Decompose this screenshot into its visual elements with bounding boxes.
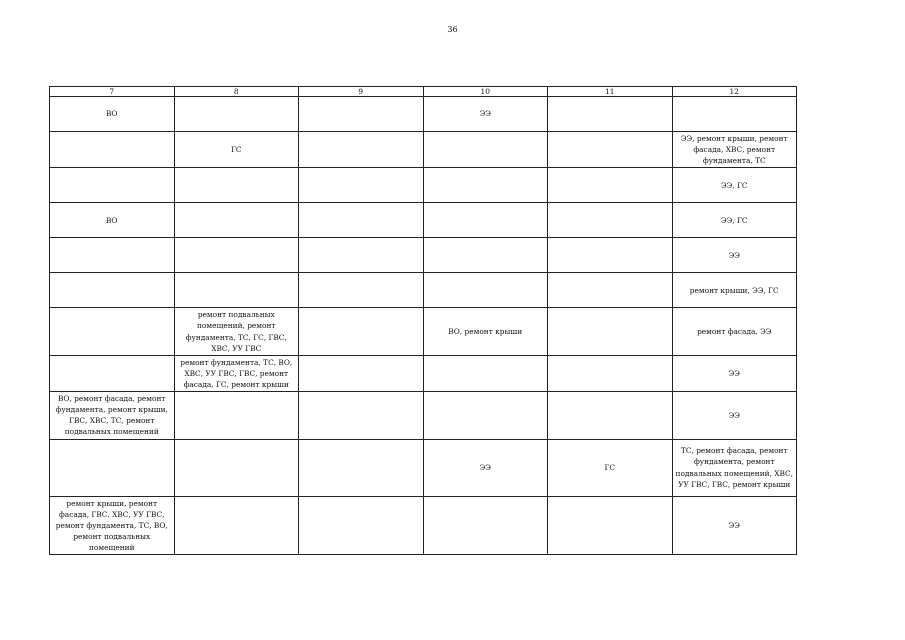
- table-cell: ТС, ремонт фасада, ремонт фундамента, ремонт подвальных помещений, ХВС, УУ ГВС, ГВС, ремонт крыши: [672, 439, 797, 496]
- table-cell: ГС: [174, 132, 299, 168]
- table-cell: ЭЭ, ГС: [672, 168, 797, 203]
- column-header-9: 9: [299, 87, 424, 97]
- table-cell: ВО, ремонт фасада, ремонт фундамента, ремонт крыши, ГВС, ХВС, ТС, ремонт подвальных помещений: [50, 392, 175, 439]
- table-cell: [174, 238, 299, 273]
- table-row: [50, 238, 797, 273]
- table-cell: [423, 132, 548, 168]
- table-cell: ГС: [548, 439, 673, 496]
- table-cell: [50, 238, 175, 273]
- column-header-7: 7: [50, 87, 175, 97]
- table-row: [50, 132, 797, 168]
- table-cell: ремонт крыши, ремонт фасада, ГВС, ХВС, УУ ГВС, ремонт фундамента, ТС, ВО, ремонт подвальных помещений: [50, 496, 175, 555]
- table-row: [50, 97, 797, 132]
- table-cell: [50, 168, 175, 203]
- table-cell: [299, 132, 424, 168]
- table-cell: [548, 273, 673, 308]
- table-cell: [423, 355, 548, 391]
- table-cell: [174, 439, 299, 496]
- table-cell: [50, 355, 175, 391]
- table-cell: [299, 273, 424, 308]
- table-row: [50, 168, 797, 203]
- table-cell: [548, 238, 673, 273]
- table-row: [50, 439, 797, 496]
- table-cell: [174, 392, 299, 439]
- table-cell: ЭЭ: [423, 439, 548, 496]
- table-cell: ремонт фундамента, ТС, ВО, ХВС, УУ ГВС, ГВС, ремонт фасада, ГС, ремонт крыши: [174, 355, 299, 391]
- table-cell: [299, 168, 424, 203]
- table-cell: [548, 168, 673, 203]
- table-cell: ВО, ремонт крыши: [423, 308, 548, 355]
- table-cell: [50, 132, 175, 168]
- table-cell: [299, 496, 424, 555]
- table-cell: [548, 132, 673, 168]
- table-cell: ЭЭ, ГС: [672, 203, 797, 238]
- table-row: [50, 392, 797, 439]
- table-cell: ЭЭ, ремонт крыши, ремонт фасада, ХВС, ремонт фундамента, ТС: [672, 132, 797, 168]
- table-cell: [299, 203, 424, 238]
- table-cell: ВО: [50, 97, 175, 132]
- table-cell: ЭЭ: [672, 392, 797, 439]
- column-header-10: 10: [423, 87, 548, 97]
- page-number: 36: [447, 25, 458, 34]
- table-cell: [423, 238, 548, 273]
- table-cell: [548, 97, 673, 132]
- table-cell: ВО: [50, 203, 175, 238]
- table-cell: [174, 97, 299, 132]
- table-row: [50, 496, 797, 555]
- table-row: [50, 203, 797, 238]
- repair-schedule-table: [49, 86, 797, 555]
- table-cell: [299, 308, 424, 355]
- column-header-11: 11: [548, 87, 673, 97]
- table-row: [50, 273, 797, 308]
- table-cell: [174, 203, 299, 238]
- table-cell: [174, 168, 299, 203]
- table-cell: [299, 238, 424, 273]
- table-cell: [299, 355, 424, 391]
- table-cell: [299, 97, 424, 132]
- header-row: [50, 87, 797, 97]
- table-cell: [423, 496, 548, 555]
- table-cell: [548, 392, 673, 439]
- table-cell: [299, 439, 424, 496]
- table-cell: [548, 355, 673, 391]
- table-cell: [672, 97, 797, 132]
- table-cell: ремонт фасада, ЭЭ: [672, 308, 797, 355]
- table-cell: [50, 439, 175, 496]
- table-cell: [548, 496, 673, 555]
- table-cell: [423, 203, 548, 238]
- table-row: [50, 308, 797, 355]
- table-cell: ЭЭ: [423, 97, 548, 132]
- column-header-8: 8: [174, 87, 299, 97]
- table-cell: [423, 168, 548, 203]
- table-cell: [174, 496, 299, 555]
- table-row: [50, 355, 797, 391]
- table-cell: ЭЭ: [672, 496, 797, 555]
- table-cell: [50, 308, 175, 355]
- table-cell: [174, 273, 299, 308]
- table-cell: [423, 273, 548, 308]
- column-header-12: 12: [672, 87, 797, 97]
- table-cell: [50, 273, 175, 308]
- table-cell: [548, 203, 673, 238]
- table-cell: [548, 308, 673, 355]
- table-cell: [423, 392, 548, 439]
- table-cell: [299, 392, 424, 439]
- table-cell: ремонт подвальных помещений, ремонт фундамента, ТС, ГС, ГВС, ХВС, УУ ГВС: [174, 308, 299, 355]
- table-cell: ЭЭ: [672, 355, 797, 391]
- table-cell: ЭЭ: [672, 238, 797, 273]
- table-cell: ремонт крыши, ЭЭ, ГС: [672, 273, 797, 308]
